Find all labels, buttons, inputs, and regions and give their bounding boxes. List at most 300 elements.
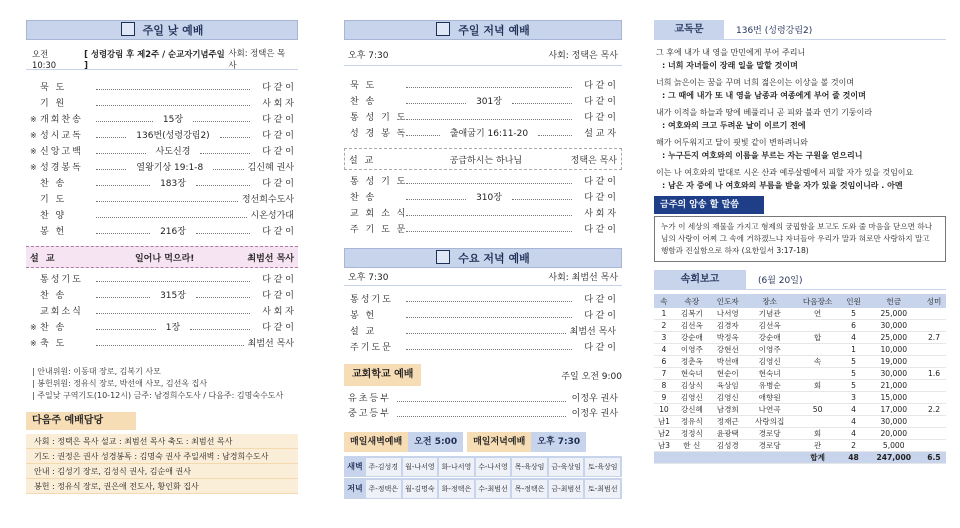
church-news-column (654, 0, 946, 528)
leader-cell: 수-최범선 (476, 480, 511, 498)
leader-cell: 수-나서영 (476, 458, 511, 476)
order-item-leader: 정선희수도사 (241, 195, 294, 205)
dotted-leader (406, 333, 566, 334)
dotted-leader (220, 137, 250, 138)
order-item-detail-wrap (402, 182, 576, 183)
dept-leader: 이정우 권사 (571, 394, 618, 404)
duty-line: 기도 : 권정은 권사 성경봉독 : 김명숙 권사 주일새벽 : 남경희수도사 (26, 449, 298, 464)
order-item-detail-wrap (402, 86, 576, 87)
table-cell (922, 320, 946, 332)
dawn-service-time: 오전 5:00 (408, 432, 463, 452)
morning-order-list-2 (26, 272, 298, 352)
dotted-leader (193, 121, 250, 122)
order-item-name: 봉 헌 (350, 311, 377, 321)
stand-mark: ※ (30, 115, 37, 124)
morning-sermon (26, 246, 298, 268)
row-label: 저녁 (347, 484, 363, 493)
table-cell: 현순이 (710, 368, 746, 380)
dotted-leader (196, 297, 250, 298)
school-service-time: 주일 오전 9:00 (561, 371, 622, 382)
order-item-detail-wrap (402, 300, 576, 301)
order-item-name: 찬 양 (40, 211, 67, 221)
evening-presider: 사회: 정택은 목사 (548, 51, 618, 61)
order-item (350, 206, 616, 222)
dotted-leader (96, 137, 126, 138)
school-service-header (344, 364, 622, 386)
table-cell (794, 368, 842, 380)
duty-line: 봉헌 : 정유식 장로, 권은애 전도사, 황인화 집사 (26, 479, 298, 494)
table-row (654, 416, 946, 428)
table-cell: 30,000 (866, 320, 922, 332)
dotted-leader (96, 89, 250, 90)
order-item-name: 축 도 (40, 339, 67, 349)
order-item (30, 320, 294, 336)
table-cell: 현숙녀 (674, 368, 710, 380)
order-item (30, 288, 294, 304)
order-item-leader: 다 같 이 (584, 311, 616, 321)
cell-report-table (654, 294, 946, 464)
memory-verse-text: 누가 이 세상의 재물을 가지고 형제의 궁핍함을 보고도 도와 줄 마음을 닫으면 하나님의 사랑이 어찌 그 속에 거하겠느냐 자녀들아 우리가 말과 혀로만 사랑하지 말고 행함과 진실함으로 하자 (요한일서 3:17-18) (654, 216, 946, 262)
order-item-name: 설 교 (350, 327, 377, 337)
table-cell: 6 (842, 320, 866, 332)
leader-cell: 금-최범선 (549, 480, 584, 498)
memory-verse-title: 금주의 암송 할 말씀 (654, 196, 764, 214)
order-item-detail-wrap (92, 320, 254, 336)
table-row (654, 428, 946, 440)
order-item-name: 찬 송 (40, 323, 67, 333)
table-cell: 2.2 (922, 404, 946, 416)
daily-service-header (344, 432, 622, 452)
table-cell: 4 (842, 416, 866, 428)
order-item-leader: 다 같 이 (262, 291, 294, 301)
dotted-leader (200, 153, 250, 154)
column-header: 다음장소 (794, 294, 842, 308)
table-cell: 50 (794, 404, 842, 416)
sermon-label: 설 교 (349, 155, 376, 166)
dotted-leader (96, 297, 150, 298)
sermon-title: 일어나 먹으라! (134, 253, 195, 264)
table-cell: 김상식 (674, 380, 710, 392)
order-item-leader: 다 같 이 (584, 193, 616, 203)
responsive-reading-header (654, 20, 946, 40)
table-cell: 김영신 (674, 392, 710, 404)
order-item-name: 찬 송 (40, 291, 67, 301)
order-item-leader: 다 같 이 (584, 295, 616, 305)
morning-service-column (26, 0, 298, 528)
table-cell: 애향원 (746, 392, 794, 404)
dotted-leader (406, 349, 572, 350)
table-row (654, 440, 946, 452)
table-cell: 5 (842, 368, 866, 380)
stand-mark: ※ (30, 163, 37, 172)
table-cell: 합계 (794, 452, 842, 464)
order-item-leader: 다 같 이 (262, 275, 294, 285)
table-cell: 한 신 (674, 440, 710, 452)
table-row (654, 368, 946, 380)
dotted-leader (96, 105, 250, 106)
table-cell: 나연곡 (746, 404, 794, 416)
dotted-leader (406, 183, 572, 184)
table-cell (922, 416, 946, 428)
order-item-name: 통성기도 (350, 295, 393, 305)
table-row (654, 332, 946, 344)
table-cell: 19,000 (866, 356, 922, 368)
table-row (654, 404, 946, 416)
leader-cell: 월-나서영 (403, 458, 438, 476)
table-cell: 사랑의집 (746, 416, 794, 428)
order-item-name: 찬 송 (350, 97, 377, 107)
order-item-name: 성 경 봉 독 (350, 129, 408, 139)
table-cell: 6 (654, 356, 674, 368)
table-cell: 3 (842, 392, 866, 404)
order-item-leader: 다 같 이 (584, 81, 616, 91)
order-item-name: 찬 송 (350, 193, 377, 203)
table-cell (922, 308, 946, 320)
responsive-reading-text (654, 46, 946, 192)
table-cell (922, 428, 946, 440)
dotted-leader (406, 301, 572, 302)
table-cell: 6.5 (922, 452, 946, 464)
order-item-detail-wrap (92, 200, 242, 201)
table-cell: 25,000 (866, 332, 922, 344)
table-cell: 1.6 (922, 368, 946, 380)
table-cell: 남2 (654, 428, 674, 440)
table-cell: 2 (654, 320, 674, 332)
leader-cell: 화-정택은 (439, 480, 474, 498)
wednesday-info-line (344, 268, 622, 286)
order-item (30, 272, 294, 288)
table-row (654, 380, 946, 392)
table-cell: 기념관 (746, 308, 794, 320)
table-cell (922, 392, 946, 404)
order-item-detail-wrap (402, 348, 576, 349)
order-item-detail: 301장 (470, 94, 508, 110)
table-cell: 김경자 (710, 320, 746, 332)
order-item-name: 통 성 기 도 (350, 177, 408, 187)
order-item (350, 324, 616, 340)
next-week-duty-title: 다음주 예배담당 (26, 412, 136, 430)
order-item-detail-wrap (402, 332, 570, 333)
reading-response-line: : 남은 자 중에 나 여호와의 부름을 받을 자가 있을 것임이니라 . 아멘 (662, 181, 903, 190)
table-cell: 관 (794, 440, 842, 452)
table-cell: 연 (794, 308, 842, 320)
reading-leader-line: 이는 나 여호와의 말대로 시온 산과 예루살렘에서 피할 자가 있을 것임이요 (656, 168, 914, 177)
order-item-name: 통성기도 (40, 275, 83, 285)
responsive-reading-title: 교독문 (654, 20, 724, 40)
leader-cell: 목-정택은 (512, 480, 547, 498)
order-item (30, 128, 294, 144)
order-item (30, 304, 294, 320)
next-week-duty-list (26, 434, 298, 494)
wednesday-order-list (344, 292, 622, 356)
leader-cell: 월-김명숙 (403, 480, 438, 498)
table-cell (674, 452, 710, 464)
table-cell: 이영주 (746, 344, 794, 356)
cell-report-title: 속회보고 (654, 270, 746, 290)
dotted-leader (406, 135, 440, 136)
order-item-leader: 사 회 자 (584, 209, 616, 219)
table-cell: 회 (794, 428, 842, 440)
order-item-detail: 216장 (154, 224, 192, 240)
dotted-leader (213, 169, 243, 170)
table-cell: 2.7 (922, 332, 946, 344)
order-item-leader: 사 회 자 (262, 307, 294, 317)
table-row (654, 344, 946, 356)
evening-service-title: 주일 저녁 예배 (458, 24, 530, 37)
order-item (30, 144, 294, 160)
order-item-detail: 사도신경 (150, 144, 197, 160)
square-icon (436, 22, 450, 36)
leader-cell: 주-정택은 (366, 480, 401, 498)
order-item (350, 78, 616, 94)
dept-name: 유초등부 (348, 394, 391, 404)
square-icon (121, 22, 135, 36)
order-item-detail-wrap (402, 118, 576, 119)
table-cell: 7 (654, 368, 674, 380)
order-item (30, 160, 294, 176)
table-cell: 강현선 (710, 344, 746, 356)
morning-order-list (26, 80, 298, 240)
dotted-leader (406, 103, 466, 104)
morning-occasion: [ 성령강림 후 제2주 / 순교자기념주일 ] (84, 48, 225, 70)
dotted-leader (406, 87, 572, 88)
wednesday-service-header (344, 248, 622, 268)
order-item-leader: 다 같 이 (584, 113, 616, 123)
order-item (350, 308, 616, 324)
table-cell: 경로당 (746, 440, 794, 452)
table-cell: 정유식 (674, 416, 710, 428)
order-item-leader: 다 같 이 (262, 131, 294, 141)
table-cell: 합 (794, 332, 842, 344)
table-cell: 육상임 (710, 380, 746, 392)
table-cell: 이영주 (674, 344, 710, 356)
sermon-label: 설 교 (30, 253, 57, 264)
table-cell: 10 (654, 404, 674, 416)
table-cell: 남3 (654, 440, 674, 452)
table-cell (710, 452, 746, 464)
order-item (350, 340, 616, 356)
leader-cell: 화-나서영 (439, 458, 474, 476)
table-cell: 박선애 (710, 356, 746, 368)
table-cell (794, 392, 842, 404)
column-header: 장소 (746, 294, 794, 308)
order-item-detail-wrap (92, 104, 254, 105)
table-cell: 정춘옥 (674, 356, 710, 368)
table-row (654, 320, 946, 332)
table-cell: 21,000 (866, 380, 922, 392)
order-item-name: 주 기 도 문 (350, 225, 408, 235)
wednesday-time: 오후 7:30 (348, 273, 389, 283)
order-item-name: 통 성 기 도 (350, 113, 408, 123)
table-cell: 윤광택 (710, 428, 746, 440)
order-item-detail-wrap (402, 316, 576, 317)
table-cell: 남경희 (710, 404, 746, 416)
table-cell: 김영신 (746, 356, 794, 368)
sermon-preacher: 최범선 목사 (247, 253, 294, 264)
note-line: | 주일낮 구역기도(10-12시) 금주: 남경희수도사 / 다음주: 김명숙수도사 (32, 391, 284, 400)
table-cell (922, 344, 946, 356)
table-cell: 현숙녀 (746, 368, 794, 380)
order-item-name: 개회찬송 (40, 115, 83, 125)
order-item-leader: 다 같 이 (584, 97, 616, 107)
reading-response-line: : 누구든지 여호와의 이름을 부르는 자는 구원을 얻으리니 (662, 151, 863, 160)
table-cell: 강순애 (746, 332, 794, 344)
reading-leader-line: 그 후에 내가 내 영을 만민에게 부어 주리니 (656, 48, 806, 57)
stand-mark: ※ (30, 131, 37, 140)
table-cell: 5,000 (866, 440, 922, 452)
order-item-detail: 183장 (154, 176, 192, 192)
morning-notes (26, 366, 298, 402)
order-item-detail-wrap (92, 344, 248, 345)
stand-mark: ※ (30, 323, 37, 332)
order-item-leader: 다 같 이 (584, 343, 616, 353)
order-item-name: 묵 도 (350, 81, 377, 91)
dotted-leader (538, 135, 572, 136)
order-item-detail-wrap (402, 230, 576, 231)
order-item-detail: 출애굽기 16:11-20 (444, 126, 534, 142)
dotted-leader (196, 233, 250, 234)
column-header: 속 (654, 294, 674, 308)
order-item (350, 110, 616, 126)
evening-order-list (344, 78, 622, 142)
dept-name: 중고등부 (348, 409, 391, 419)
order-item-leader: 다 같 이 (262, 179, 294, 189)
order-item (350, 94, 616, 110)
order-item-detail-wrap (402, 214, 576, 215)
order-item-name: 기 원 (40, 99, 67, 109)
evening-order-list-2 (344, 174, 622, 238)
dawn-service-title: 매일새벽예배 (344, 432, 408, 452)
table-cell: 김선옥 (674, 320, 710, 332)
table-cell: 정재근 (710, 416, 746, 428)
table-cell: 30,000 (866, 416, 922, 428)
table-cell: 5 (842, 356, 866, 368)
table-cell (794, 320, 842, 332)
duty-line: 사회 : 정택은 목사 설교 : 최범선 목사 축도 : 최범선 목사 (26, 434, 298, 449)
evening-service-header (344, 20, 622, 40)
table-cell (922, 356, 946, 368)
dotted-leader (397, 407, 566, 417)
table-row (654, 392, 946, 404)
leader-cell: 토-육상임 (585, 458, 620, 476)
reading-response-line: : 너희 자녀들이 장래 일을 말할 것이며 (662, 61, 798, 70)
school-dept-row (344, 407, 622, 422)
school-service-title: 교회학교 예배 (344, 364, 421, 386)
order-item-name: 봉 헌 (40, 227, 67, 237)
order-item (350, 222, 616, 238)
table-cell: 1 (842, 344, 866, 356)
order-item-leader: 다 같 이 (262, 115, 294, 125)
table-cell: 15,000 (866, 392, 922, 404)
order-item-detail-wrap (92, 312, 254, 313)
dotted-leader (96, 185, 150, 186)
morning-service-title: 주일 낮 예배 (142, 24, 204, 37)
total-row (654, 452, 946, 464)
table-cell (746, 452, 794, 464)
evening-service-column (344, 0, 622, 528)
table-cell (794, 344, 842, 356)
reading-leader-line: 너희 늙은이는 꿈을 꾸며 너희 젊은이는 이상을 볼 것이며 (656, 78, 855, 87)
order-item-detail: 15장 (157, 112, 189, 128)
order-item-leader: 다 같 이 (262, 147, 294, 157)
column-header: 속장 (674, 294, 710, 308)
order-item-detail-wrap (402, 126, 576, 142)
order-item-detail-wrap (92, 160, 248, 176)
dotted-leader (96, 153, 146, 154)
order-item (30, 176, 294, 192)
order-item-detail: 315장 (154, 288, 192, 304)
reading-leader-line: 내가 이적을 하늘과 땅에 베풀리니 곧 피와 불과 연기 기둥이라 (656, 108, 873, 117)
order-item (30, 80, 294, 96)
table-cell (794, 416, 842, 428)
table-row (654, 308, 946, 320)
sermon-preacher: 정택은 목사 (570, 155, 617, 166)
dawn-leaders-row (344, 456, 622, 478)
order-item-detail-wrap (92, 128, 254, 144)
sermon-title: 공급하시는 하나님 (449, 155, 523, 166)
dotted-leader (397, 392, 566, 402)
table-cell: 4 (654, 344, 674, 356)
dotted-leader (406, 199, 466, 200)
cell-report-date: (6월 20일) (758, 276, 803, 286)
order-item-leader: 다 같 이 (584, 225, 616, 235)
table-cell: 20,000 (866, 428, 922, 440)
table-cell: 속 (794, 356, 842, 368)
table-cell: 4 (842, 404, 866, 416)
order-item-name: 교회소식 (40, 307, 83, 317)
duty-line: 안내 : 김성기 장로, 김성식 권사, 김순애 권사 (26, 464, 298, 479)
column-header: 헌금 (866, 294, 922, 308)
table-cell: 남1 (654, 416, 674, 428)
cell-report-header (654, 270, 946, 290)
dotted-leader (96, 345, 244, 346)
order-item-leader: 다 같 이 (584, 177, 616, 187)
column-header: 인원 (842, 294, 866, 308)
table-cell: 강순애 (674, 332, 710, 344)
order-item-detail: 310장 (470, 190, 508, 206)
table-cell: 김성경 (710, 440, 746, 452)
reading-response-line: : 그 때에 내가 또 내 영을 남종과 여종에게 부어 줄 것이며 (662, 91, 866, 100)
leader-cell: 주-김성경 (366, 458, 401, 476)
table-cell: 회 (794, 380, 842, 392)
table-cell (922, 380, 946, 392)
table-cell: 김영신 (710, 392, 746, 404)
note-line: | 안내위원: 이동대 장로, 김복기 사모 (32, 367, 161, 376)
daily-evening-time: 오후 7:30 (531, 432, 586, 452)
dotted-leader (406, 119, 572, 120)
evening-time: 오후 7:30 (348, 51, 389, 61)
order-item (30, 96, 294, 112)
leader-cell: 금-육상임 (549, 458, 584, 476)
table-cell: 3 (654, 332, 674, 344)
dotted-leader (96, 217, 247, 218)
table-cell: 정정식 (674, 428, 710, 440)
dotted-leader (96, 201, 238, 202)
table-header-row (654, 294, 946, 308)
order-item-name: 신앙고백 (40, 147, 83, 157)
table-cell: 4 (842, 428, 866, 440)
morning-service-header (26, 20, 298, 40)
order-item (30, 192, 294, 208)
school-dept-row (344, 392, 622, 407)
order-item-leader: 사 회 자 (262, 99, 294, 109)
order-item-detail-wrap (92, 112, 254, 128)
order-item-detail: 열왕기상 19:1-8 (130, 160, 209, 176)
evening-sermon (344, 148, 622, 170)
order-item (30, 208, 294, 224)
school-service-list (344, 392, 622, 422)
note-line: | 봉헌위원: 정유식 장로, 박선애 사모, 김선옥 집사 (32, 379, 208, 388)
